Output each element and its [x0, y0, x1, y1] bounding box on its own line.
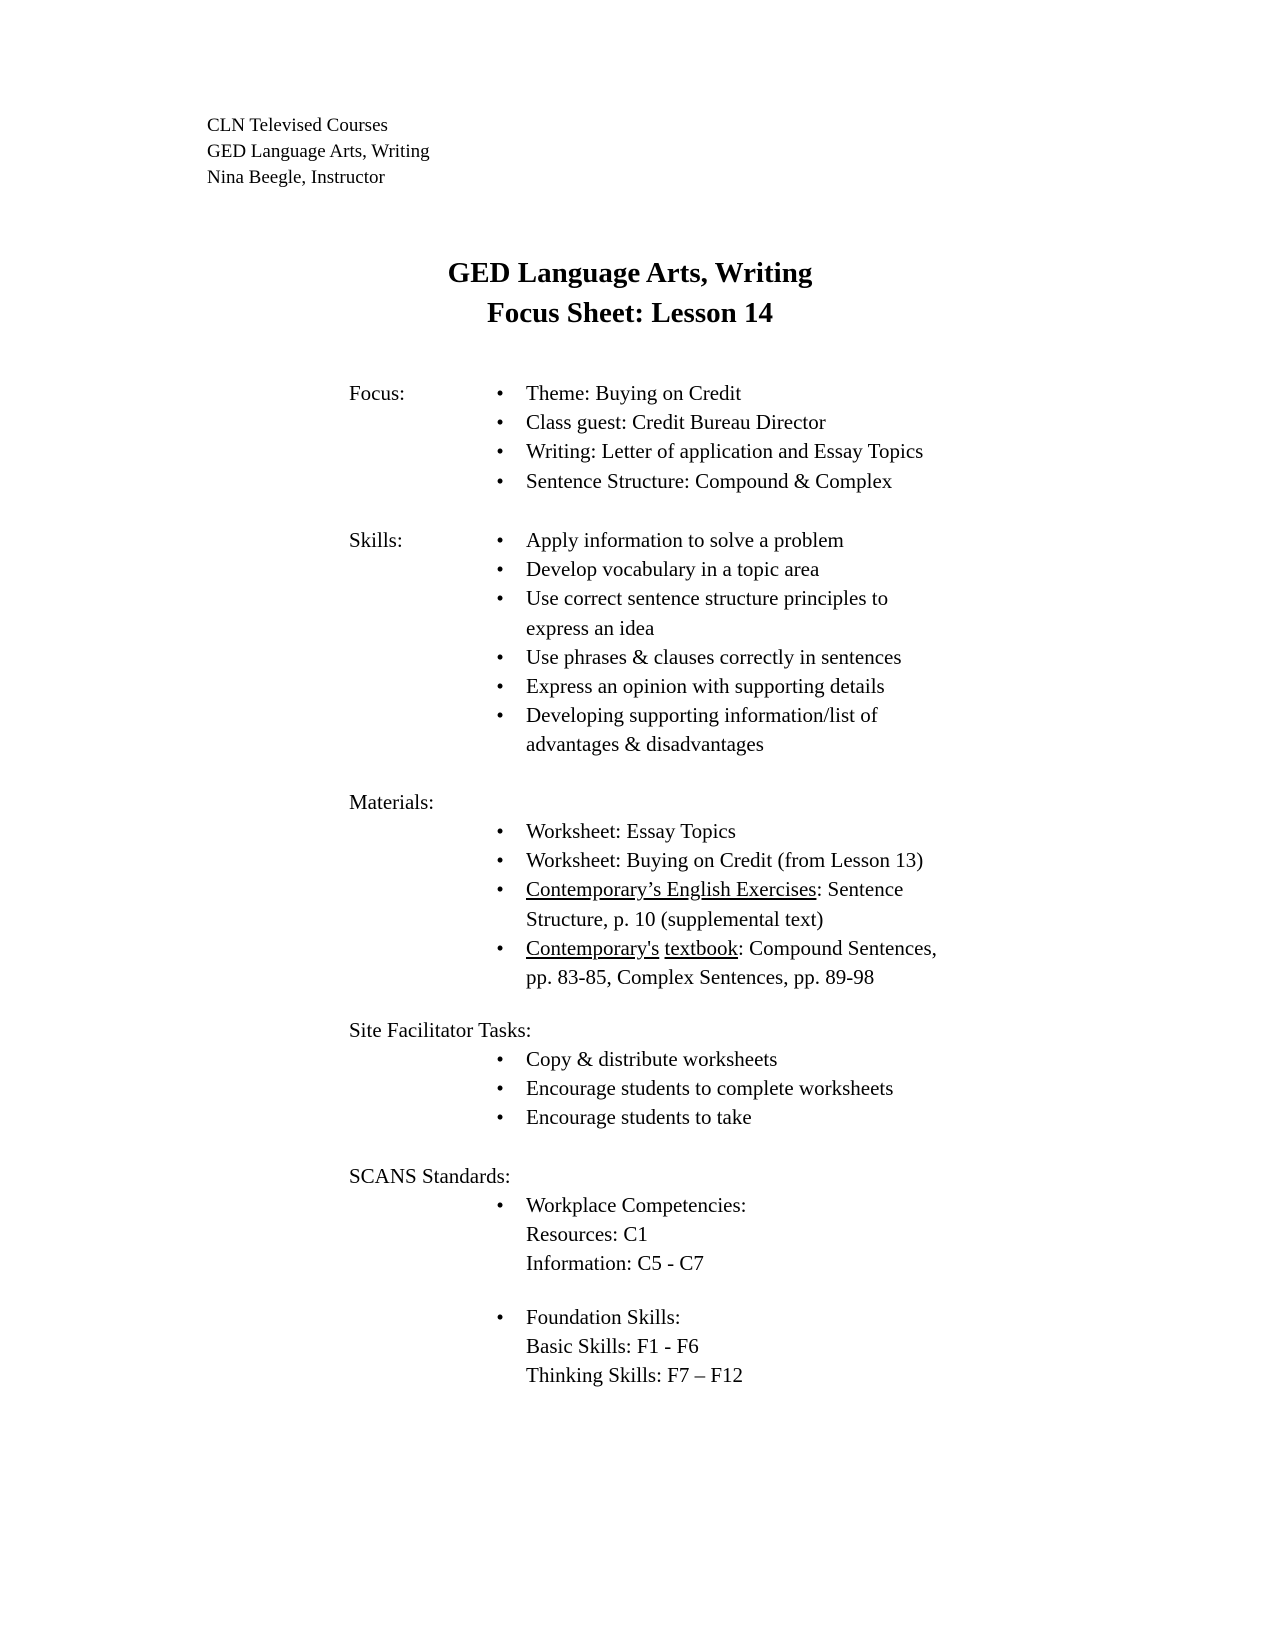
list-item: • Express an opinion with supporting details — [490, 672, 902, 701]
scans-workplace-list — [490, 1191, 746, 1279]
list-item: • Use correct sentence structure principles to express an idea — [490, 584, 902, 642]
materials-label: Materials: — [349, 790, 435, 814]
list-item: • Develop vocabulary in a topic area — [490, 555, 902, 584]
bullet-icon: • — [496, 586, 504, 611]
bullet-icon: • — [496, 1105, 504, 1130]
list-item: • Workplace Competencies: Resources: C1 Information: C5 - C7 — [490, 1191, 746, 1279]
list-item: • Writing: Letter of application and Essay Topics — [490, 437, 923, 466]
book-title: textbook — [664, 935, 739, 960]
scans-foundation-list — [490, 1303, 743, 1391]
list-item: • Copy & distribute worksheets — [490, 1045, 893, 1074]
list-item: • Contemporary's textbook: Compound Sentences, pp. 83-85, Complex Sentences, pp. 89-98 — [490, 934, 937, 992]
list-item: • Use phrases & clauses correctly in sentences — [490, 643, 902, 672]
bullet-icon: • — [496, 1047, 504, 1071]
header-instructor: Nina Beegle, Instructor — [207, 167, 385, 188]
materials-list — [490, 817, 937, 992]
facilitator-list — [490, 1045, 893, 1133]
bullet-icon: • — [496, 439, 504, 464]
bullet-icon: • — [496, 674, 504, 699]
bullet-icon: • — [496, 557, 504, 582]
bullet-icon: • — [496, 703, 504, 728]
bullet-icon: • — [496, 877, 504, 902]
page-title — [0, 253, 1275, 333]
bullet-icon: • — [496, 935, 504, 960]
skills-list — [490, 526, 902, 760]
skills-label: Skills: — [349, 528, 403, 552]
facilitator-label: Site Facilitator Tasks: — [349, 1018, 532, 1042]
list-item: • Contemporary’s English Exercises: Sentence Structure, p. 10 (supplemental text) — [490, 875, 937, 933]
document-header — [207, 113, 430, 191]
title-line-1: GED Language Arts, Writing — [447, 257, 813, 289]
list-item: • Worksheet: Essay Topics — [490, 817, 937, 846]
bullet-icon: • — [496, 819, 504, 843]
list-item: • Worksheet: Buying on Credit (from Lesson 13) — [490, 846, 937, 875]
header-course-name: GED Language Arts, Writing — [207, 141, 430, 162]
bullet-icon: • — [496, 528, 504, 552]
list-item: • Foundation Skills: Basic Skills: F1 - F6 Thinking Skills: F7 – F12 — [490, 1303, 743, 1391]
list-item: • Encourage students to take — [490, 1103, 893, 1132]
bullet-icon: • — [496, 381, 504, 405]
bullet-icon: • — [496, 1193, 504, 1217]
bullet-icon: • — [496, 644, 504, 669]
book-title: Contemporary’s English Exercises — [526, 877, 817, 902]
focus-label: Focus: — [349, 381, 406, 405]
focus-list — [490, 379, 923, 496]
bullet-icon: • — [496, 848, 504, 873]
bullet-icon: • — [496, 410, 504, 435]
list-item: • Sentence Structure: Compound & Complex — [490, 467, 923, 496]
bullet-icon: • — [496, 468, 504, 493]
bullet-icon: • — [496, 1076, 504, 1101]
title-line-2: Focus Sheet: Lesson 14 — [487, 297, 773, 329]
list-item: • Class guest: Credit Bureau Director — [490, 408, 923, 437]
list-item: • Developing supporting information/list of advantages & disadvantages — [490, 701, 902, 759]
scans-label: SCANS Standards: — [349, 1164, 511, 1188]
header-course-network: CLN Televised Courses — [207, 115, 388, 136]
book-title: Contemporary's — [526, 935, 660, 960]
list-item: • Apply information to solve a problem — [490, 526, 902, 555]
bullet-icon: • — [496, 1305, 504, 1329]
list-item: • Encourage students to complete worksheets — [490, 1074, 893, 1103]
list-item: • Theme: Buying on Credit — [490, 379, 923, 408]
